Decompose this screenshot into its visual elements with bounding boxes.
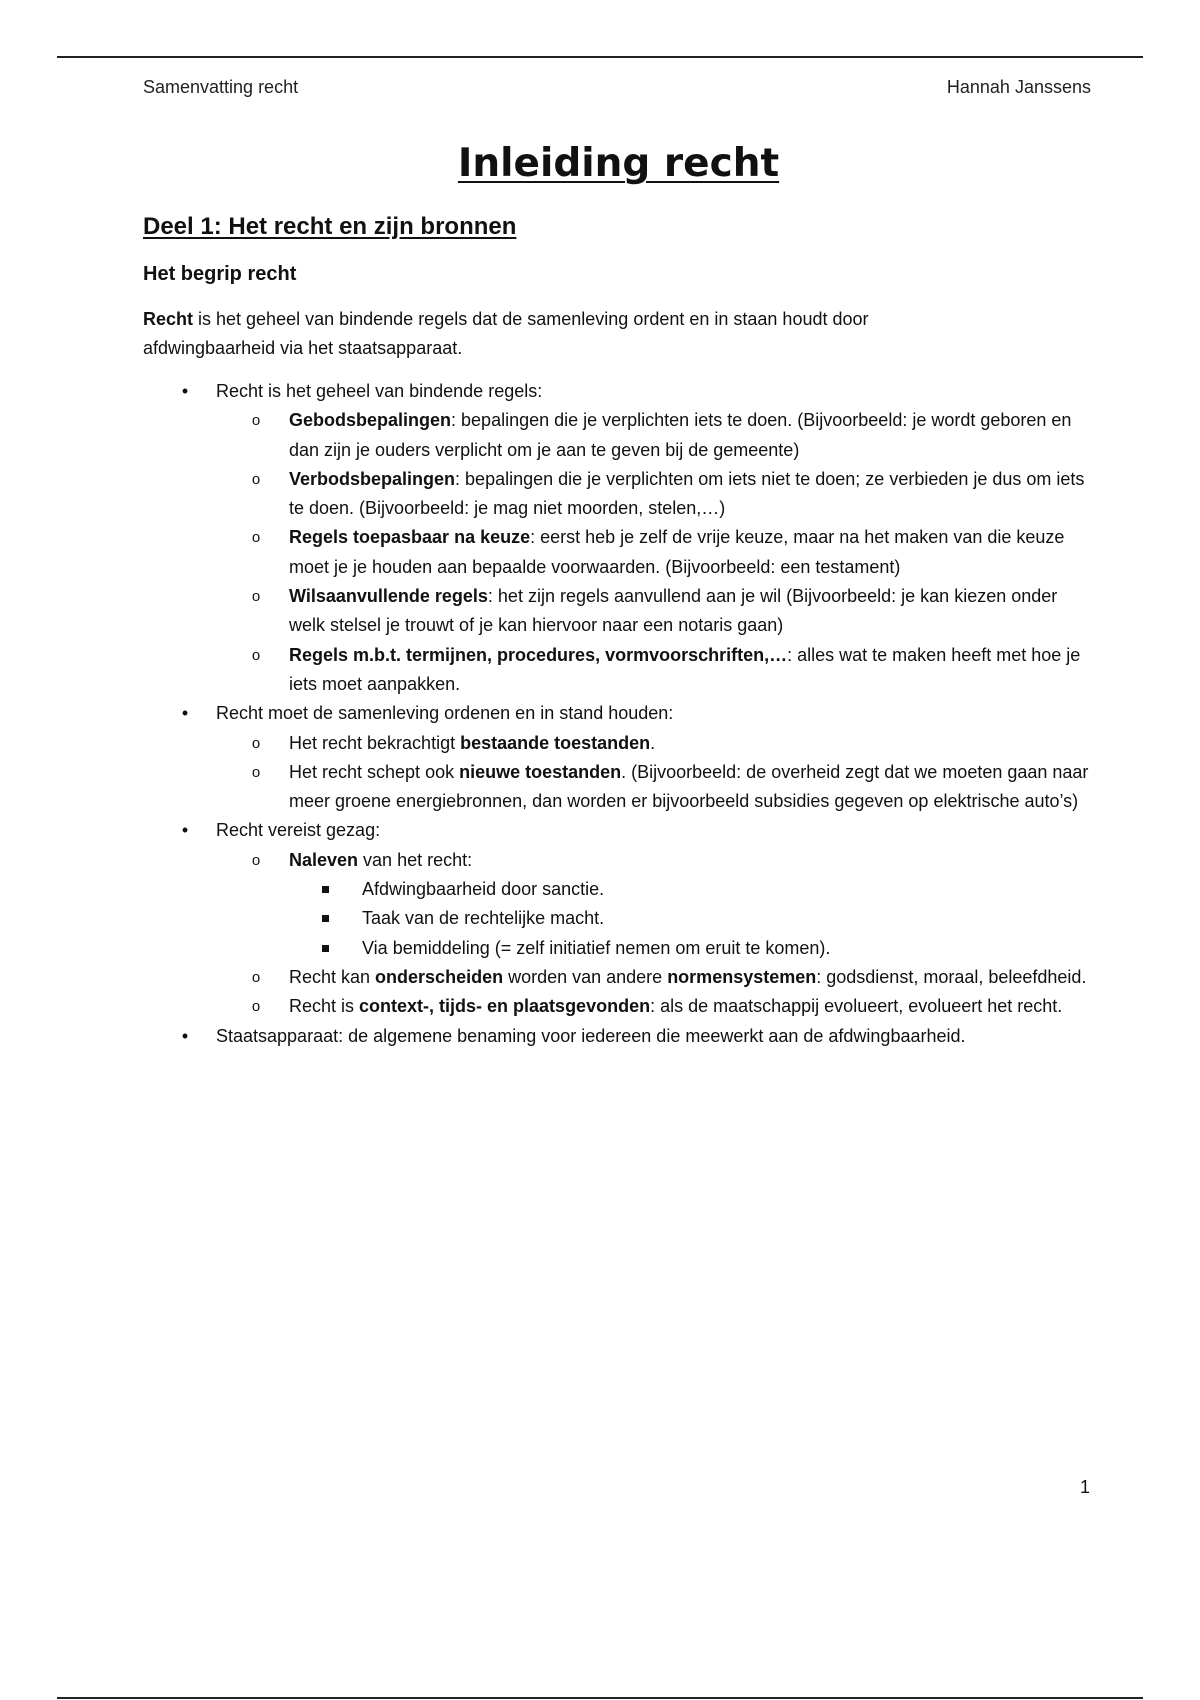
term: normensystemen — [667, 966, 817, 987]
sub-sub-item-text: Via bemiddeling (= zelf initiatief nemen om eruit te komen). — [362, 937, 831, 958]
term: Gebodsbepalingen — [289, 410, 452, 431]
sub-item-prefix: Het recht schept ook — [289, 761, 460, 782]
term: Regels toepasbaar na keuze — [289, 527, 531, 548]
sub-list — [216, 846, 1093, 1022]
sub-item-prefix: Recht is — [289, 996, 360, 1017]
bullet-dot-icon: • — [181, 703, 189, 724]
header-rule — [57, 56, 1143, 58]
term: Wilsaanvullende regels — [289, 586, 488, 607]
term: bestaande toestanden — [460, 732, 651, 753]
sub-list-item — [216, 758, 1093, 817]
header-author: Hannah Janssens — [946, 77, 1091, 97]
term: Regels m.b.t. termijnen, procedures, vormvoorschriften,… — [289, 644, 788, 665]
term-description: : alles wat te maken heeft met hoe je iets moet aanpakken. — [289, 644, 1081, 694]
sub-item-suffix: . — [650, 732, 656, 753]
term: Naleven — [289, 849, 359, 870]
sub-item-suffix: : als de maatschappij evolueert, evolueert het recht. — [650, 996, 1063, 1017]
bullet-dot-icon: • — [181, 1025, 189, 1046]
bullet-dot-icon: • — [181, 820, 189, 841]
sub-item-suffix: : godsdienst, moraal, beleefdheid. — [816, 966, 1087, 987]
list-item-text: Recht vereist gezag: — [216, 820, 381, 841]
footer-rule — [57, 1697, 1143, 1699]
page-number: 1 — [1079, 1477, 1090, 1497]
header-left-text: Samenvatting recht — [143, 77, 299, 97]
sub-list-item — [216, 406, 1093, 465]
sub-sub-item-text: Afdwingbaarheid door sanctie. — [362, 879, 605, 900]
bullet-circle-icon: o — [251, 763, 261, 781]
sub-list-item — [216, 465, 1093, 524]
bullet-circle-icon: o — [251, 968, 261, 986]
sub-list-item — [216, 729, 1093, 758]
sub-sub-list — [289, 875, 1093, 963]
bullet-square-icon — [322, 915, 329, 922]
sub-item-prefix: Het recht bekrachtigt — [289, 732, 461, 753]
sub-item-prefix: Recht kan — [289, 966, 376, 987]
term: nieuwe toestanden — [459, 761, 622, 782]
sub-heading: Het begrip recht — [143, 263, 297, 285]
intro-term: Recht — [143, 309, 194, 329]
document-title: Inleiding recht — [457, 141, 780, 186]
bullet-circle-icon: o — [251, 588, 261, 606]
bullet-circle-icon: o — [251, 646, 261, 664]
term-description: : bepalingen die je verplichten iets te doen. (Bijvoorbeeld: je wordt geboren en dan zijn je ouders verplicht om je aan te geven bij de gemeente) — [289, 410, 1072, 460]
list-item-text: Staatsapparaat: de algemene benaming voor iedereen die meewerkt aan de afdwingbaarheid. — [216, 1025, 966, 1046]
sub-list-item — [216, 582, 1093, 641]
bullet-circle-icon: o — [251, 412, 261, 430]
sub-sub-item-text: Taak van de rechtelijke macht. — [362, 908, 605, 929]
term-description: : het zijn regels aanvullend aan je wil (Bijvoorbeeld: je kan kiezen onder welk stelsel je trouwt of je kan hiervoor naar een notaris gaan) — [289, 586, 1058, 636]
sub-list-item — [216, 846, 1093, 963]
sub-item-suffix: van het recht: — [358, 849, 473, 870]
bullet-circle-icon: o — [251, 851, 261, 869]
term: Verbodsbepalingen — [289, 468, 456, 489]
document-body — [143, 210, 1093, 1051]
list-item — [143, 699, 1093, 816]
sub-sub-list-item — [289, 934, 1093, 963]
list-item — [143, 377, 1093, 699]
term: onderscheiden — [375, 966, 504, 987]
sub-list-item — [216, 641, 1093, 700]
list-item — [143, 1022, 1093, 1051]
sub-item-suffix: . (Bijvoorbeeld: de overheid zegt dat we moeten gaan naar meer groene energiebronnen, dan worden er bijvoorbeeld subsidies gegeven op elektrische auto’s) — [289, 761, 1089, 812]
bullet-circle-icon: o — [251, 998, 261, 1016]
sub-list-item — [216, 992, 1093, 1021]
sub-list-item — [216, 963, 1093, 992]
bullet-circle-icon: o — [251, 470, 261, 488]
sub-list — [216, 729, 1093, 817]
list-item-text: Recht moet de samenleving ordenen en in stand houden: — [216, 703, 674, 724]
main-list — [143, 377, 1093, 1051]
intro-paragraph — [143, 305, 963, 362]
bullet-square-icon — [322, 945, 329, 952]
bullet-circle-icon: o — [251, 734, 261, 752]
section-heading: Deel 1: Het recht en zijn bronnen — [143, 213, 517, 240]
sub-sub-list-item — [289, 875, 1093, 904]
sub-list — [216, 406, 1093, 699]
list-item — [143, 816, 1093, 1021]
intro-definition: is het geheel van bindende regels dat de samenleving ordent en in staan houdt door afdwingbaarheid via het staatsapparaat. — [143, 309, 869, 358]
bullet-dot-icon: • — [181, 381, 189, 401]
sub-sub-list-item — [289, 904, 1093, 933]
term-description: : bepalingen die je verplichten om iets niet te doen; ze verbieden je dus om iets te doen. (Bijvoorbeeld: je mag niet moorden, stelen,…) — [289, 468, 1085, 519]
list-item-text: Recht is het geheel van bindende regels: — [216, 381, 543, 401]
term: context-, tijds- en plaatsgevonden — [359, 996, 651, 1017]
term-description: : eerst heb je zelf de vrije keuze, maar na het maken van die keuze moet je je houden aan bepaalde voorwaarden. (Bijvoorbeeld: een testament) — [289, 527, 1065, 577]
bullet-circle-icon: o — [251, 529, 261, 547]
sub-list-item — [216, 523, 1093, 582]
sub-item-middle: worden van andere — [503, 966, 668, 987]
bullet-square-icon — [322, 886, 329, 893]
